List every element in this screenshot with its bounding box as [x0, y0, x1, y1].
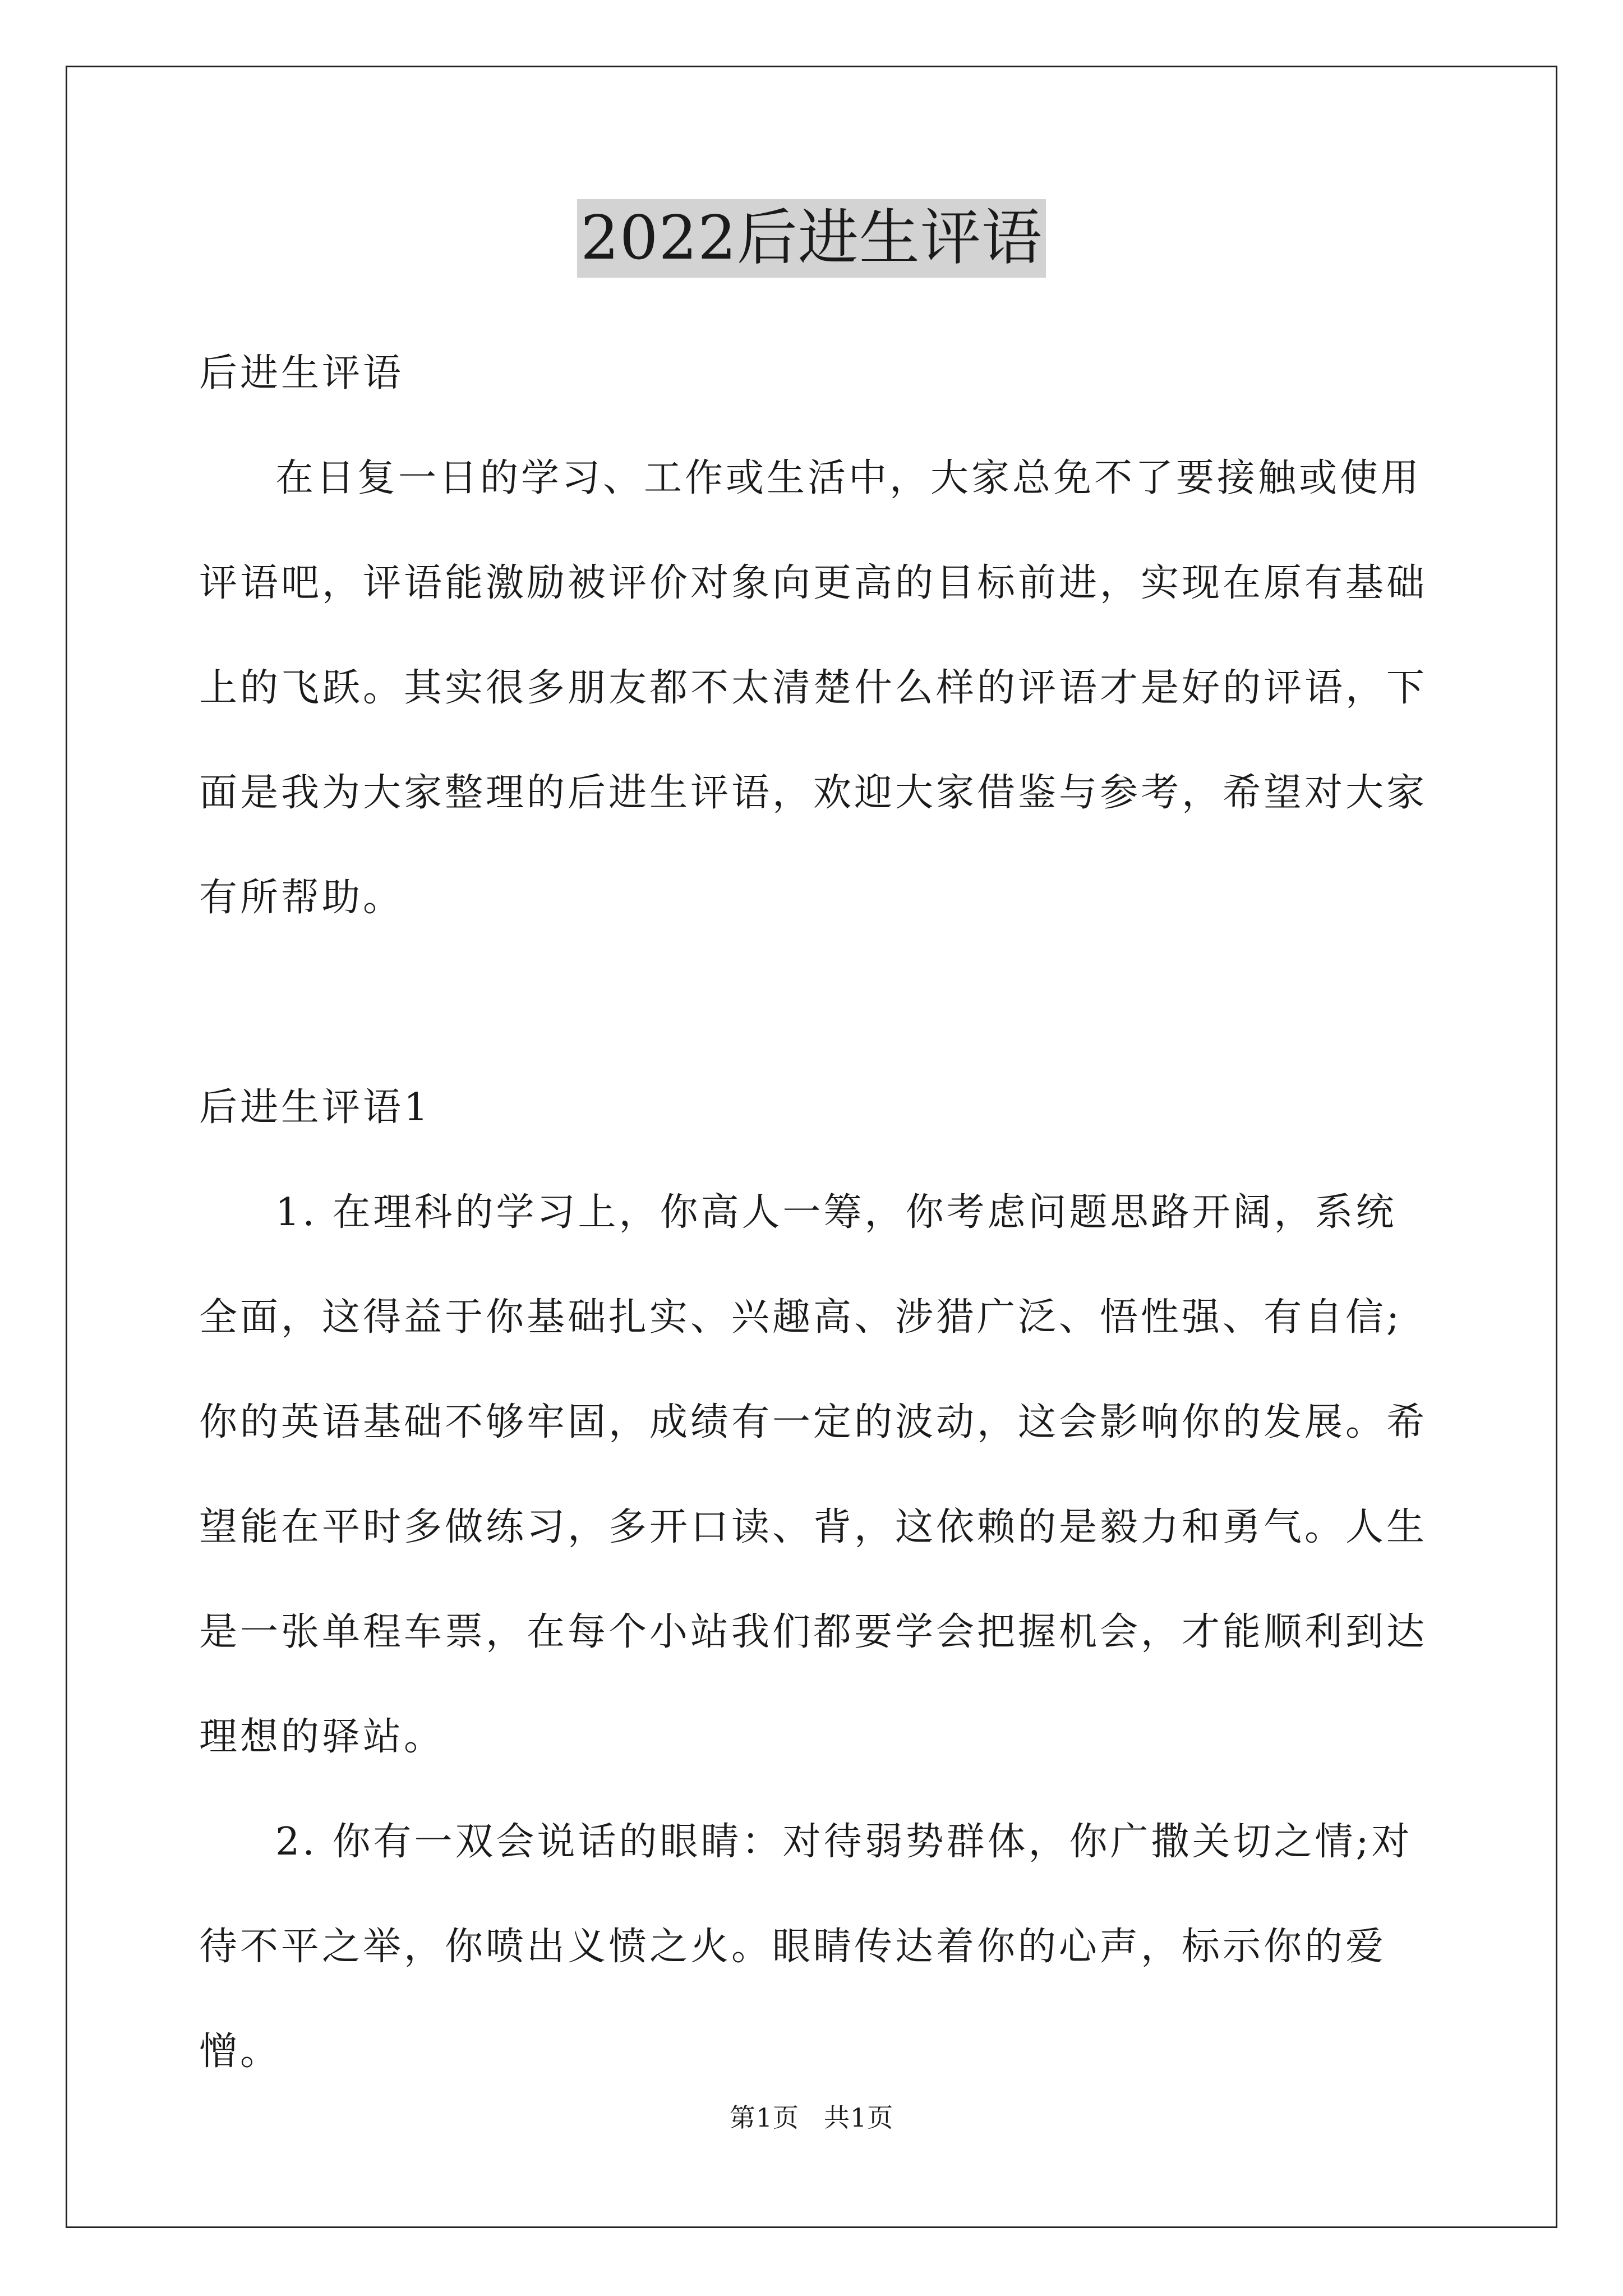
document-body: [199, 321, 1433, 2104]
document-subtitle: 后进生评语: [199, 351, 404, 395]
page-footer: [0, 2101, 1623, 2134]
section-heading: 后进生评语1: [199, 1085, 431, 1130]
intro-paragraph: 在日复一日的学习、工作或生活中，大家总免不了要接触或使用评语吧，评语能激励被评价对象向更高的目标前进，实现在原有基础上的飞跃。其实很多朋友都不太清楚什么样的评语才是好的评语，下面是我为大家整理的后进生评语，欢迎大家借鉴与参考，希望对大家有所帮助。: [199, 456, 1428, 920]
document-title: 2022后进生评语: [577, 199, 1046, 278]
page-total: 共1页: [824, 2102, 894, 2133]
page-number: 第1页: [729, 2102, 799, 2133]
comment-item-1: 1. 在理科的学习上，你高人一筹，你考虑问题思路开阔，系统全面，这得益于你基础扎实、兴趣高、涉猎广泛、悟性强、有自信;你的英语基础不够牢固，成绩有一定的波动，这会影响你的发展。希望能在平时多做练习，多开口读、背，这依赖的是毅力和勇气。人生是一张单程车票，在每个小站我们都要学会把握机会，才能顺利到达理想的驿站。: [199, 1190, 1428, 1759]
paragraph-spacer: [199, 950, 1433, 1055]
comment-item-2: 2. 你有一双会说话的眼睛：对待弱势群体，你广撒关切之情;对待不平之举，你喷出义愤之火。眼睛传达着你的心声，标示你的爱憎。: [199, 1820, 1413, 2074]
title-container: [0, 199, 1623, 278]
